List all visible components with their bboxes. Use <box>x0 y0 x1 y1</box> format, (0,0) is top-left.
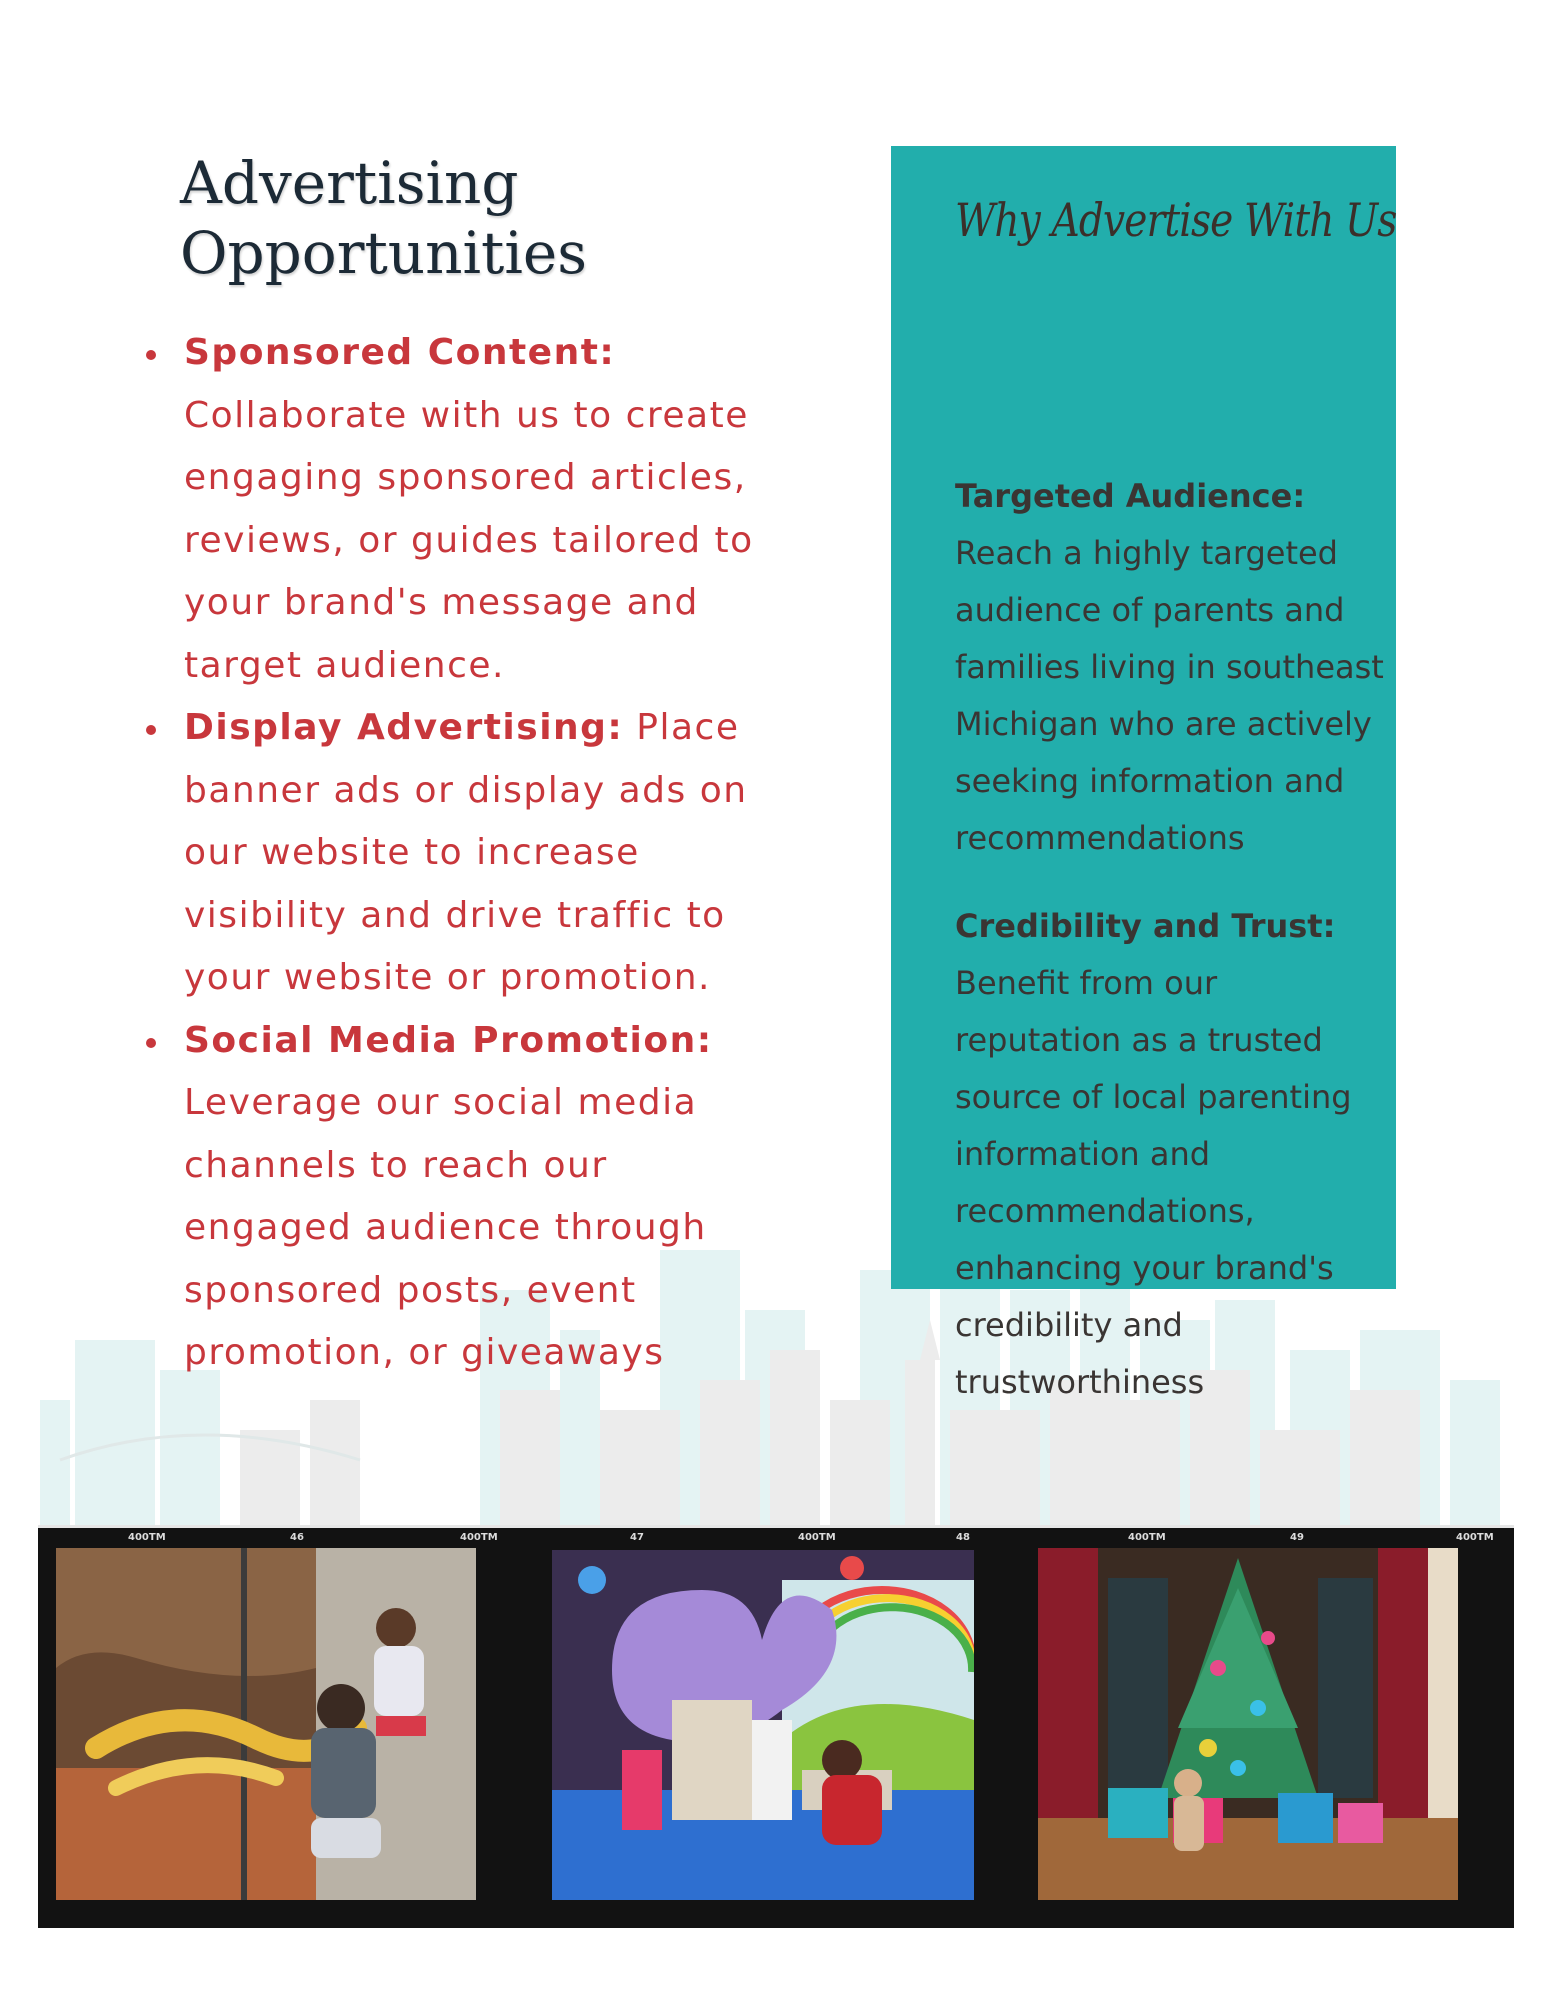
page-title <box>180 148 700 288</box>
page-title-line-2: Opportunities <box>180 219 587 287</box>
photo-snake-exhibit <box>56 1548 476 1900</box>
film-label: 400TM <box>460 1532 498 1543</box>
why-block-text: Reach a highly targeted audience of parents and families living in southeast Michigan who are actively seeking information and recommendations <box>955 534 1384 857</box>
film-label: 49 <box>1290 1532 1304 1543</box>
opportunity-description: Leverage our social media channels to reach our engaged audience through sponsored posts, event promotion, or giveaways <box>184 1082 707 1373</box>
why-advertise-heading: Why Advertise With Us <box>955 193 1397 247</box>
opportunity-description: Collaborate with us to create engaging sponsored articles, reviews, or guides tailored to your brand's message and target audience. <box>184 394 754 686</box>
film-label: 400TM <box>1128 1532 1166 1543</box>
film-label: 47 <box>630 1532 644 1543</box>
credibility-trust-block <box>955 898 1385 1411</box>
list-item-social-media-promotion <box>140 1010 780 1385</box>
list-item-display-advertising <box>140 697 780 1010</box>
photo-christmas-tree <box>1038 1548 1458 1900</box>
why-block-title: Targeted Audience: <box>955 477 1306 515</box>
page-title-line-1: Advertising <box>180 149 519 217</box>
film-label: 48 <box>956 1532 970 1543</box>
opportunities-list <box>140 322 780 1385</box>
opportunity-title: Sponsored Content: <box>184 332 616 373</box>
film-label: 46 <box>290 1532 304 1543</box>
film-strip <box>38 1528 1514 1928</box>
photo-lego-play-area <box>552 1550 974 1900</box>
film-label: 400TM <box>128 1532 166 1543</box>
why-advertise-panel <box>891 146 1397 1401</box>
list-item-sponsored-content <box>140 322 780 697</box>
why-block-text: Benefit from our reputation as a trusted source of local parenting information and recommendations, enhancing your brand's credibility and trustworthiness <box>955 964 1352 1401</box>
opportunity-title: Display Advertising: <box>184 707 624 748</box>
film-label: 400TM <box>1456 1532 1494 1543</box>
film-label: 400TM <box>798 1532 836 1543</box>
targeted-audience-block <box>955 468 1385 867</box>
why-block-title: Credibility and Trust: <box>955 907 1336 945</box>
opportunity-description: Place banner ads or display ads on our website to increase visibility and drive traffic to your website or promotion. <box>184 707 748 998</box>
opportunity-title: Social Media Promotion: <box>184 1019 713 1061</box>
